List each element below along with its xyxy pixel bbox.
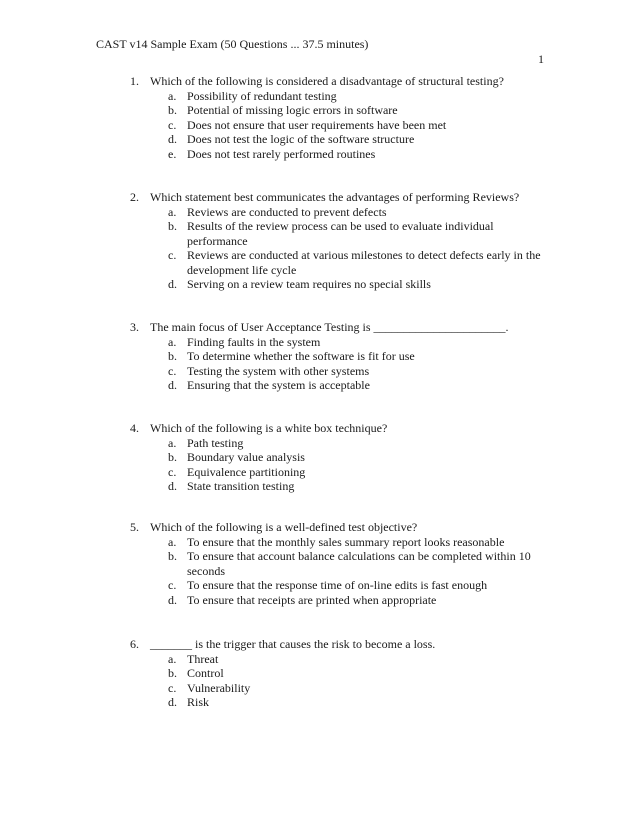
question-number: 6. [130, 637, 139, 651]
option-letter: d. [168, 695, 177, 709]
option-text: Equivalence partitioning [187, 464, 306, 479]
option-text: Control [187, 666, 224, 680]
option-letter: d. [168, 132, 177, 146]
option-a [130, 436, 550, 451]
option-text: To ensure that receipts are printed when appropriate [187, 592, 437, 607]
option-list [130, 436, 550, 494]
question-text: _______ is the trigger that causes the risk to become a loss. [150, 637, 436, 651]
question-text: The main focus of User Acceptance Testing is ______________________. [150, 320, 509, 334]
option-letter: b. [168, 103, 177, 117]
option-b [130, 549, 550, 578]
option-d [130, 593, 550, 608]
option-text: To ensure that account balance calculations can be completed within 10 seconds [187, 549, 531, 578]
option-text: State transition testing [187, 479, 295, 493]
option-c [130, 465, 550, 480]
option-text: Boundary value analysis [187, 450, 305, 464]
option-b [130, 666, 550, 681]
option-letter: b. [168, 219, 177, 233]
option-text: Ensuring that the system is acceptable [187, 378, 370, 392]
option-d [130, 132, 550, 147]
option-text: Testing the system with other systems [187, 363, 370, 378]
option-text: To ensure that the monthly sales summary report looks reasonable [187, 534, 505, 549]
question-text: Which of the following is a white box technique? [150, 421, 388, 435]
question-stem [130, 190, 550, 205]
option-letter: c. [168, 248, 177, 262]
option-letter: a. [168, 334, 177, 349]
option-text: Possibility of redundant testing [187, 88, 337, 103]
option-letter: c. [168, 363, 177, 378]
option-text: Potential of missing logic errors in software [187, 103, 398, 117]
option-text: Reviews are conducted to prevent defects [187, 204, 387, 219]
option-b [130, 450, 550, 465]
page-number: 1 [538, 52, 544, 66]
option-d [130, 378, 550, 393]
option-d [130, 695, 550, 710]
option-list [130, 205, 550, 292]
option-letter: d. [168, 592, 177, 607]
option-letter: a. [168, 651, 177, 666]
option-text: Results of the review process can be used to evaluate individual performance [187, 219, 494, 248]
option-letter: a. [168, 88, 177, 103]
question-number: 2. [130, 190, 139, 204]
option-letter: c. [168, 464, 177, 479]
option-letter: c. [168, 117, 177, 132]
question-number: 4. [130, 421, 139, 435]
option-text: To determine whether the software is fit for use [187, 349, 415, 363]
question-number: 5. [130, 520, 139, 534]
option-text: Finding faults in the system [187, 334, 321, 349]
question-3 [130, 320, 550, 393]
question-text: Which of the following is considered a disadvantage of structural testing? [150, 74, 504, 88]
page-header: CAST v14 Sample Exam (50 Questions ... 37.5 minutes) [96, 37, 369, 51]
option-letter: b. [168, 549, 177, 563]
option-c [130, 681, 550, 696]
option-text: Vulnerability [187, 680, 251, 695]
option-text: Does not test the logic of the software structure [187, 132, 415, 146]
option-text: Threat [187, 651, 219, 666]
option-c [130, 118, 550, 133]
option-c [130, 364, 550, 379]
option-b [130, 103, 550, 118]
option-b [130, 219, 550, 248]
option-list [130, 335, 550, 393]
option-letter: c. [168, 578, 177, 592]
question-text: Which statement best communicates the advantages of performing Reviews? [150, 190, 520, 204]
option-text: To ensure that the response time of on-line edits is fast enough [187, 578, 488, 592]
option-a [130, 335, 550, 350]
option-letter: d. [168, 378, 177, 392]
option-c [130, 248, 550, 277]
question-number: 3. [130, 320, 139, 334]
option-c [130, 578, 550, 593]
option-d [130, 479, 550, 494]
option-letter: b. [168, 349, 177, 363]
option-list [130, 652, 550, 710]
question-2 [130, 190, 550, 292]
question-number: 1. [130, 74, 139, 88]
option-a [130, 205, 550, 220]
option-text: Serving on a review team requires no special skills [187, 277, 431, 291]
option-a [130, 535, 550, 550]
option-letter: b. [168, 666, 177, 680]
question-1 [130, 74, 550, 161]
option-list [130, 535, 550, 608]
option-letter: a. [168, 204, 177, 219]
option-list [130, 89, 550, 162]
option-letter: d. [168, 277, 177, 291]
option-letter: e. [168, 146, 177, 161]
question-4 [130, 421, 550, 494]
option-e [130, 147, 550, 162]
option-text: Does not test rarely performed routines [187, 146, 376, 161]
option-a [130, 652, 550, 667]
option-text: Reviews are conducted at various milestones to detect defects early in the development life cycle [187, 248, 541, 277]
option-letter: a. [168, 534, 177, 549]
option-b [130, 349, 550, 364]
question-stem [130, 421, 550, 436]
option-letter: d. [168, 479, 177, 493]
question-5 [130, 520, 550, 607]
option-letter: b. [168, 450, 177, 464]
option-letter: c. [168, 680, 177, 695]
question-stem [130, 520, 550, 535]
option-text: Path testing [187, 435, 244, 450]
option-a [130, 89, 550, 104]
option-text: Does not ensure that user requirements have been met [187, 117, 447, 132]
option-text: Risk [187, 695, 210, 709]
question-6 [130, 637, 550, 710]
question-text: Which of the following is a well-defined test objective? [150, 520, 418, 534]
question-stem [130, 320, 550, 335]
question-stem [130, 74, 550, 89]
option-d [130, 277, 550, 292]
option-letter: a. [168, 435, 177, 450]
question-stem [130, 637, 550, 652]
